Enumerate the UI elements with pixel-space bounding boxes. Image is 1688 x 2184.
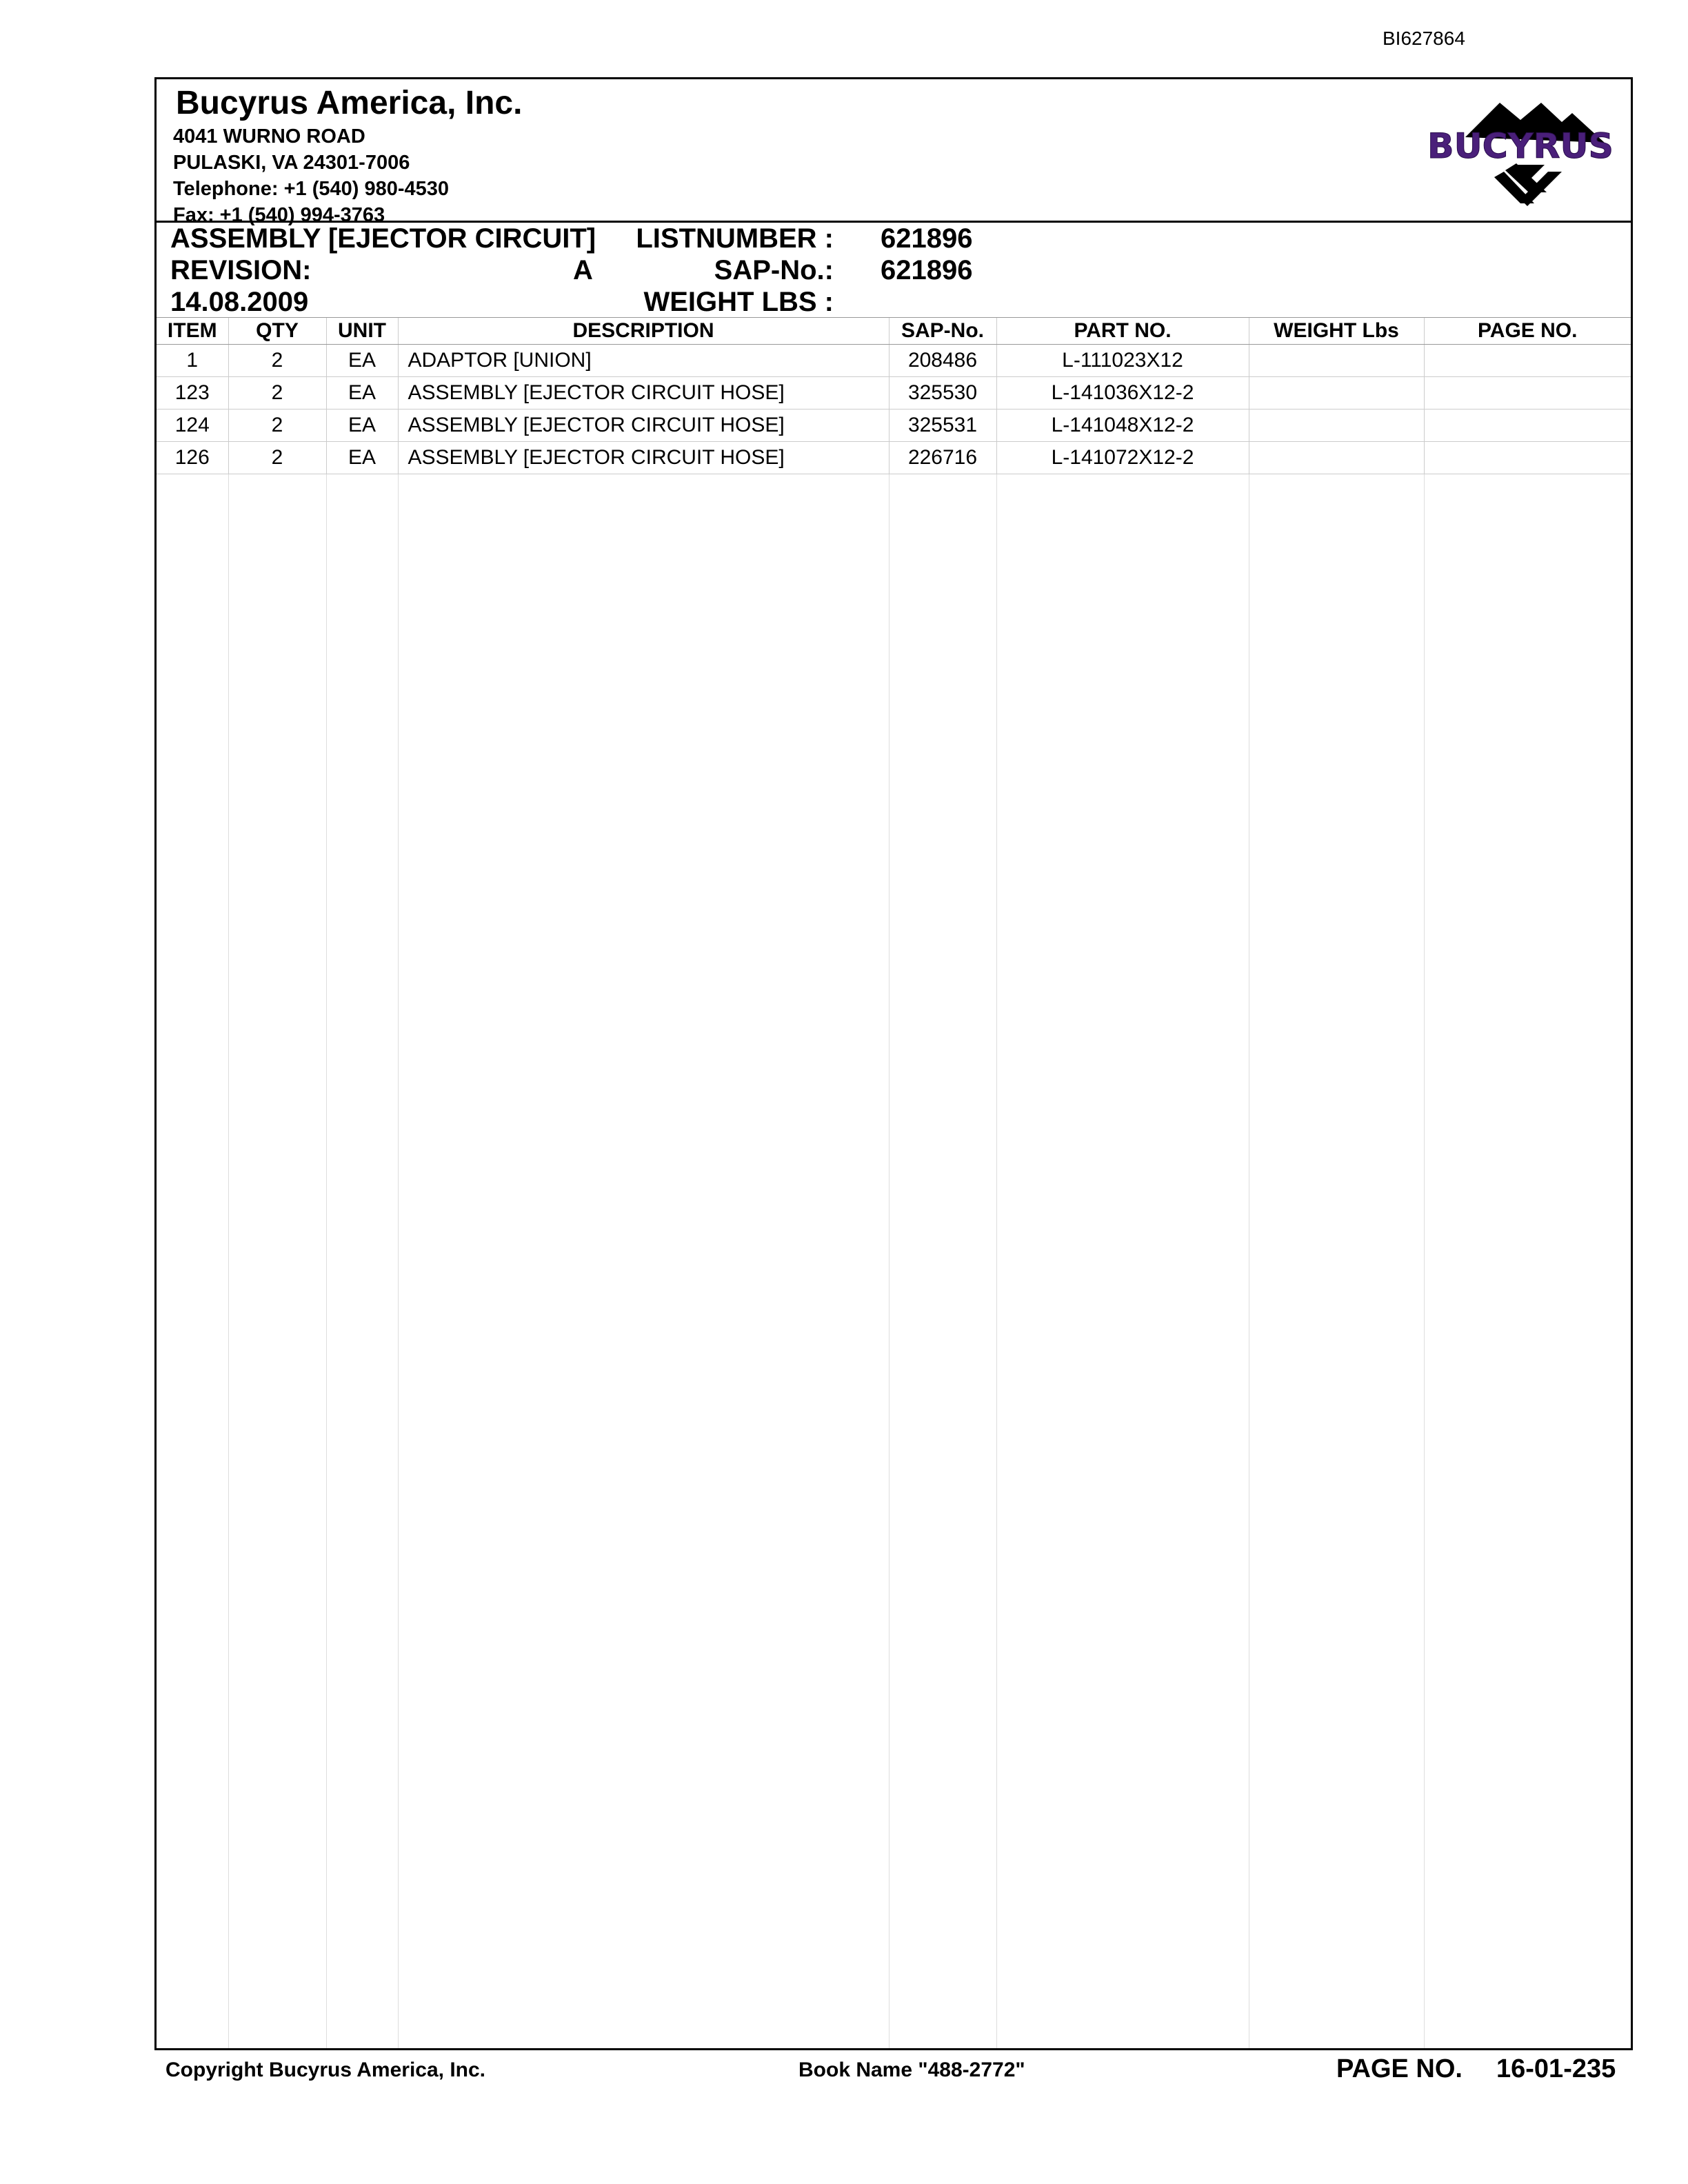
column-divider [398,317,399,2048]
cell-qty: 2 [228,442,326,474]
sap-label: SAP-No.: [714,255,834,285]
col-header-qty: QTY [228,318,326,345]
table-row [157,377,1631,410]
col-header-weight: WEIGHT Lbs [1249,318,1424,345]
column-divider [326,317,327,2048]
table-header-row [157,318,1631,345]
cell-unit: EA [326,442,398,474]
cell-unit: EA [326,345,398,377]
cell-part-no: L-141072X12-2 [996,442,1249,474]
cell-page-no [1424,410,1631,442]
cell-part-no: L-141036X12-2 [996,377,1249,410]
column-divider [889,317,890,2048]
cell-description: ASSEMBLY [EJECTOR CIRCUIT HOSE] [398,377,889,410]
cell-weight [1249,377,1424,410]
column-divider [996,317,997,2048]
cell-sap-no: 208486 [889,345,996,377]
col-header-item: ITEM [157,318,228,345]
cell-description: ADAPTOR [UNION] [398,345,889,377]
page-no-label: PAGE NO. [1336,2054,1463,2083]
parts-table [157,317,1631,474]
col-header-description: DESCRIPTION [398,318,889,345]
table-row [157,410,1631,442]
listnumber-value: 621896 [881,223,973,254]
company-name: Bucyrus America, Inc. [176,85,523,121]
col-header-part-no: PART NO. [996,318,1249,345]
cell-item: 126 [157,442,228,474]
address-line-2: PULASKI, VA 24301-7006 [173,152,410,174]
address-line-1: 4041 WURNO ROAD [173,125,365,148]
weight-label: WEIGHT LBS : [643,287,834,317]
cell-page-no [1424,442,1631,474]
fax: Fax: +1 (540) 994-3763 [173,204,385,226]
col-header-sap-no: SAP-No. [889,318,996,345]
document-id: BI627864 [1383,28,1465,49]
sap-value: 621896 [881,255,973,285]
copyright: Copyright Bucyrus America, Inc. [165,2059,486,2081]
page-no-value: 16-01-235 [1496,2054,1616,2083]
company-block [173,83,522,228]
revision-label: REVISION: [170,255,312,285]
assembly-date: 14.08.2009 [170,287,309,317]
cell-description: ASSEMBLY [EJECTOR CIRCUIT HOSE] [398,410,889,442]
cell-sap-no: 226716 [889,442,996,474]
cell-page-no [1424,345,1631,377]
cell-unit: EA [326,377,398,410]
cell-item: 124 [157,410,228,442]
logo-wordmark: BUCYRUS [1427,126,1614,166]
table-row [157,345,1631,377]
cell-item: 123 [157,377,228,410]
cell-qty: 2 [228,345,326,377]
cell-sap-no: 325530 [889,377,996,410]
cell-sap-no: 325531 [889,410,996,442]
bucyrus-logo [1424,89,1617,213]
cell-part-no: L-111023X12 [996,345,1249,377]
cell-page-no [1424,377,1631,410]
col-header-page-no: PAGE NO. [1424,318,1631,345]
listnumber-label: LISTNUMBER : [636,223,834,254]
cell-qty: 2 [228,410,326,442]
cell-unit: EA [326,410,398,442]
col-header-unit: UNIT [326,318,398,345]
column-divider [1424,317,1425,2048]
assembly-title: ASSEMBLY [EJECTOR CIRCUIT] [170,223,596,254]
cell-description: ASSEMBLY [EJECTOR CIRCUIT HOSE] [398,442,889,474]
column-divider [228,317,229,2048]
cell-weight [1249,345,1424,377]
parts-list-frame [154,77,1633,2050]
cell-part-no: L-141048X12-2 [996,410,1249,442]
table-row [157,442,1631,474]
cell-weight [1249,442,1424,474]
telephone: Telephone: +1 (540) 980-4530 [173,178,450,200]
book-name: Book Name "488-2772" [798,2059,1025,2081]
revision-value: A [573,255,593,285]
cell-weight [1249,410,1424,442]
cell-item: 1 [157,345,228,377]
cell-qty: 2 [228,377,326,410]
